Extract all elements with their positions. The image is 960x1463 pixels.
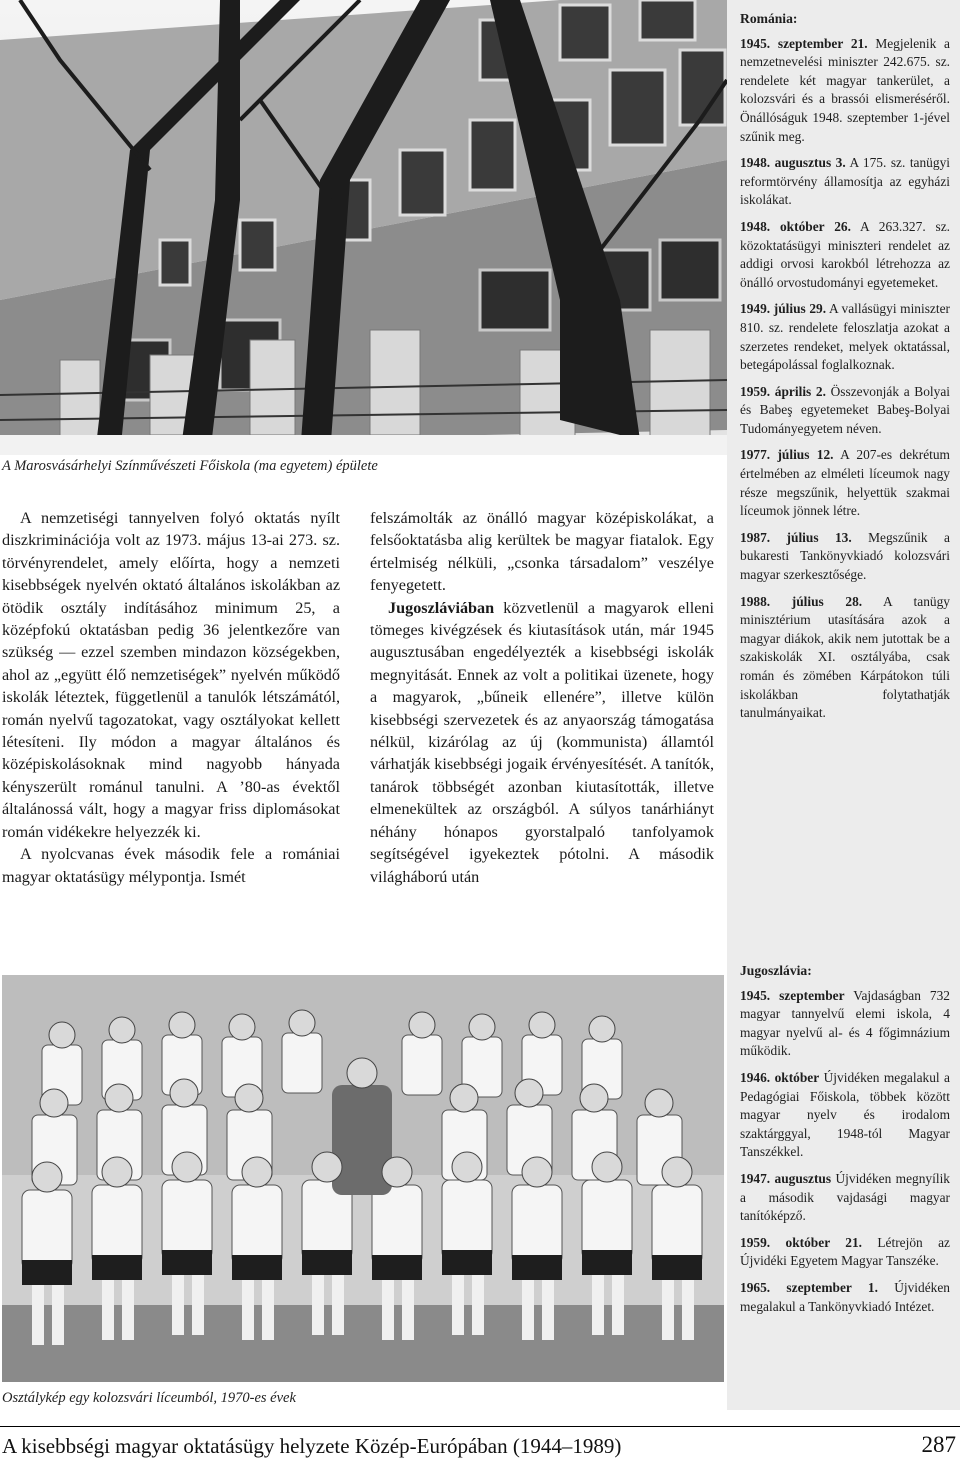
sidebar-yugoslavia xyxy=(740,962,950,1324)
running-title: A kisebbségi magyar oktatásügy helyzete Közép-Európában (1944–1989) xyxy=(2,1434,622,1458)
school-building-photo xyxy=(0,0,727,455)
column2-paragraph-2-text: közvetlenül a magyarok elleni tömeges kivégzések és kiutasítások után, már 1945 augusztusában engedélyezték a kisebbségi iskolák megnyitását. Ennek az volt a politikai üzenete, hogy a magyarok, „bűneik ellenére”, illetve külön kisebbségi szervezetek és az anyaország támogatása nélkül, kizárólag az új (kommunista) államtól várhatják kisebbségi jogaik érvényesítését. A tanítók, tanárok többségét azonban kiutasították, illetve elmenekültek az országból. A súlyos tanárhiányt néhány hónapos gyorstalpaló tanfolyamok segítségével igyekeztek pótolni. A második világháború után xyxy=(370,598,714,886)
timeline-text: Összevonják a Bolyai és Babeş egyetemeket Babeş-Bolyai Tudományegyetem néven. xyxy=(740,383,950,436)
column2-paragraph-2 xyxy=(370,597,714,888)
yugoslavia-lead-word: Jugoszláviában xyxy=(388,598,495,617)
timeline-date: 1959. október 21. xyxy=(740,1234,862,1250)
timeline-text: Létrejön az Újvidéki Egyetem Magyar Tanszéke. xyxy=(740,1234,950,1269)
timeline-date: 1946. október xyxy=(740,1069,820,1085)
timeline-text: Megjelenik a nemzetnevelési miniszter 242.675. sz. rendelete két magyar tankerület, a kolozsvári és a brassói elismeréséről. Önállóságuk 1948. szeptember 1-jével szűnik meg. xyxy=(740,35,950,144)
timeline-entry xyxy=(740,1069,950,1162)
timeline-date: 1948. október 26. xyxy=(740,218,851,234)
sidebar-romania xyxy=(740,10,950,731)
timeline-entry xyxy=(740,383,950,439)
sidebar-yugoslavia-heading: Jugoszlávia: xyxy=(740,963,812,978)
timeline-text: A tanügy minisztérium utasítására azok a magyar diákok, akik nem jutottak be a szakiskolák XI. osztályába, csak román és zömében Kárpátokon túli iskolákban folytathatják tanulmányaikat. xyxy=(740,593,950,721)
timeline-date: 1948. augusztus 3. xyxy=(740,155,846,171)
page-number: 287 xyxy=(921,1432,956,1457)
timeline-entry xyxy=(740,218,950,292)
building-photo-caption: A Marosvásárhelyi Színművészeti Főiskola (ma egyetem) épülete xyxy=(2,458,378,474)
timeline-date: 1987. július 13. xyxy=(740,529,852,545)
timeline-entry xyxy=(740,154,950,210)
timeline-text: Újvidéken megalakul a Pedagógiai Főiskola, többek között magyar nyelv és irodalom szaktárggyal, 1948-tól Magyar Tanszékkel. xyxy=(740,1069,950,1160)
timeline-text: A 207-es dekrétum értelmében az elméleti líceumok nagy része megszűnik, helyettük szakmai líceumok jönnek létre. xyxy=(740,447,950,519)
timeline-entry xyxy=(740,987,950,1061)
text-column-2 xyxy=(370,507,714,888)
timeline-entry xyxy=(740,529,950,585)
class-photo xyxy=(2,975,724,1382)
timeline-text: Újvidéken megalakul a Tankönyvkiadó Intézet. xyxy=(740,1279,950,1314)
sidebar-romania-heading: Románia: xyxy=(740,11,798,26)
column2-paragraph-1: felszámolták az önálló magyar középiskolákat, a felsőoktatásba alig kerültek be magyar fiatalok. Egy értelmiség nélküli, „csonka társadalom” veszélye fenyegetett. xyxy=(370,509,714,595)
timeline-entry xyxy=(740,446,950,520)
page-footer xyxy=(0,1430,960,1460)
footer-rule xyxy=(0,1426,960,1427)
text-column-1 xyxy=(2,507,340,888)
timeline-date: 1945. szeptember xyxy=(740,987,845,1003)
timeline-entry xyxy=(740,35,950,147)
timeline-date: 1965. szeptember 1. xyxy=(740,1279,878,1295)
column1-paragraph-2: A nyolcvanas évek második fele a romániai magyar oktatásügy mélypontja. Ismét xyxy=(2,845,340,886)
timeline-text: Megszűnik a bukaresti Tankönyvkiadó kolozsvári magyar szerkesztősége. xyxy=(740,529,950,583)
timeline-date: 1949. július 29. xyxy=(740,301,827,317)
timeline-date: 1988. július 28. xyxy=(740,593,863,609)
timeline-entry xyxy=(740,1234,950,1271)
timeline-date: 1977. július 12. xyxy=(740,447,834,463)
timeline-entry xyxy=(740,593,950,723)
timeline-date: 1945. szeptember 21. xyxy=(740,35,868,51)
class-photo-caption: Osztálykép egy kolozsvári líceumból, 1970-es évek xyxy=(2,1390,296,1406)
timeline-entry xyxy=(740,1279,950,1316)
column1-paragraph-1: A nemzetiségi tannyelven folyó oktatás nyílt diszkriminációja volt az 1973. május 13-ai 273. sz. törvényrendelet, amely előírta, hogy a nemzeti kisebbségek nyelvén oktató általános iskolákban az ötödik osztály indításához minimum 25, a középfokú oktatásban pedig 36 jelentkezőre van szükség — ezzel szemben mindazon községekben, ahol az „együtt élő nemzetiségek” nyelvén működő iskolák léteztek, függetlenül a tanulók létszámától, román nyelvű tagozatokat, vagy osztályokat kellett létesíteni. Ily módon a magyar általános és középiskolásoknak mind nagyobb hányada kényszerült románul tanulni. A ’80-as évektől általánossá vált, hogy a magyar friss diplomásokat román vidékekre helyezzék ki. xyxy=(2,509,340,841)
timeline-text: A 263.327. sz. közoktatásügyi miniszteri rendelet az addigi orvosi karokból létrehozza az önálló orvostudományi egyetemeket. xyxy=(740,218,951,290)
timeline-entry xyxy=(740,1170,950,1226)
timeline-text: Vajdaságban 732 magyar tannyelvű elemi iskola, 4 magyar nyelvű al- és 4 főgimnázium működik. xyxy=(740,987,950,1059)
timeline-text: A vallásügyi miniszter 810. sz. rendelete feloszlatja azokat a szerzetes rendeket, melyek oktatással, betegápolással foglalkoznak. xyxy=(740,301,950,373)
timeline-entry xyxy=(740,300,950,374)
timeline-text: Újvidéken megnyílik a második vajdasági magyar tanítóképző. xyxy=(740,1170,950,1224)
timeline-text: A 175. sz. tanügyi reformtörvény államosítja az egyházi iskolákat. xyxy=(740,155,950,208)
timeline-date: 1947. augusztus xyxy=(740,1170,832,1186)
timeline-date: 1959. április 2. xyxy=(740,383,826,399)
